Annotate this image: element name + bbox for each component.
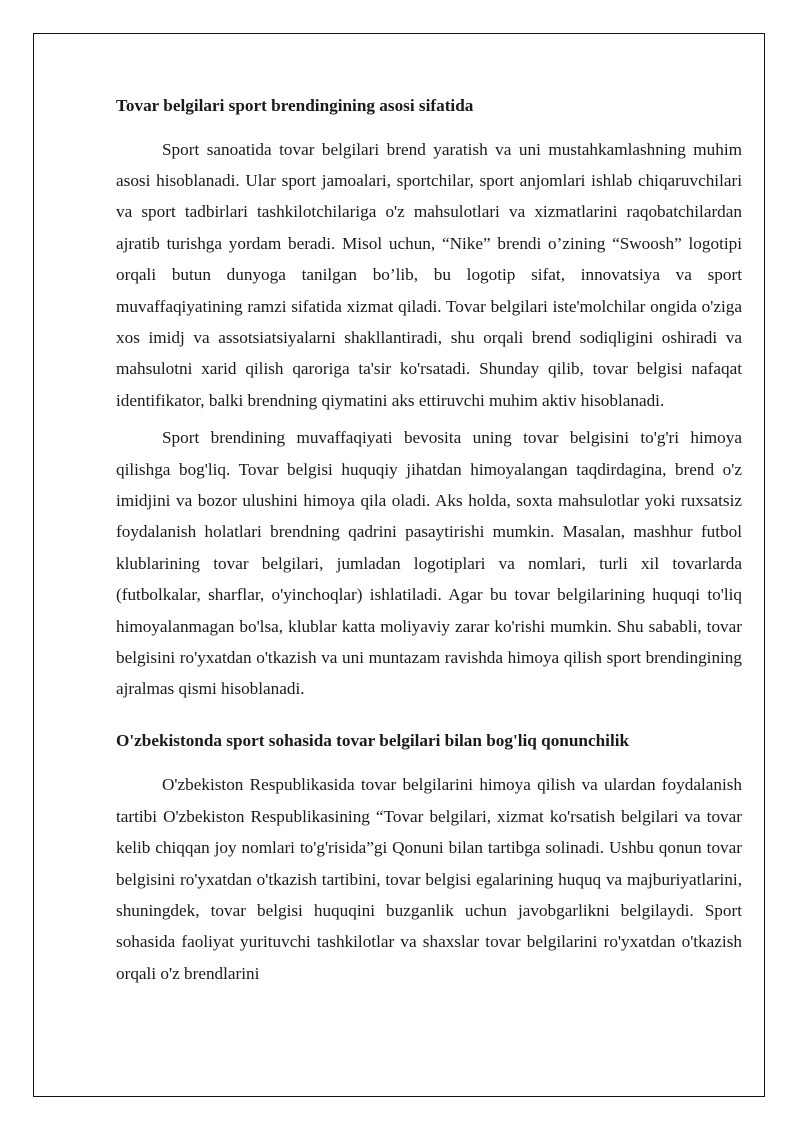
paragraph-uzbekistan-law: O'zbekiston Respublikasida tovar belgilarini himoya qilish va ulardan foydalanish tartibi O'zbekiston Respublikasining “Tovar belgilari, xizmat ko'rsatish belgilari va tovar kelib chiqqan joy nomlari to'g'risida”gi Qonuni bilan tartibga solinadi. Ushbu qonun tovar belgisini ro'yxatdan o'tkazish tartibini, tovar belgisi egalarining huquq va majburiyatlarini, shuningdek, tovar belgisi huquqini buzganlik uchun javobgarlikni belgilaydi. Sport sohasida faoliyat yurituvchi tashkilotlar va shaxslar tovar belgilarini ro'yxatdan o'tkazish orqali o'z brendlarini [116,775,742,983]
paragraph-trademarks-basis: Sport sanoatida tovar belgilari brend yaratish va uni mustahkamlashning muhim asosi hisoblanadi. Ular sport jamoalari, sportchilar, sport anjomlari ishlab chiqaruvchilari va sport tadbirlari tashkilotchilariga o'z mahsulotlari va xizmatlarini raqobatchilardan ajratib turishga yordam beradi. Misol uchun, “Nike” brendi o’zining “Swoosh” logotipi orqali butun dunyoga tanilgan bo’lib, bu logotip sifat, innovatsiya va sport muvaffaqiyatining ramzi sifatida xizmat qiladi. Tovar belgilari iste'molchilar ongida o'ziga xos imidj va assotsiatsiyalarni shakllantiradi, shu orqali brend sodiqligini oshiradi va mahsulotni xarid qilish qaroriga ta'sir ko'rsatadi. Shunday qilib, tovar belgisi nafaqat identifikator, balki brendning qiymatini aks ettiruvchi muhim aktiv hisoblanadi. [116,139,742,410]
section-heading-trademarks-sport-branding: Tovar belgilari sport brendingining asosi sifatida [116,96,474,115]
paragraph-brand-protection: Sport brendining muvaffaqiyati bevosita uning tovar belgisini to'g'ri himoya qilishga bog'liq. Tovar belgisi huquqiy jihatdan himoyalangan taqdirdagina, brend o'z imidjini va bozor ulushini himoya qila oladi. Aks holda, soxta mahsulotlar yoki ruxsatsiz foydalanish holatlari brendning qadrini pasaytirishi mumkin. Masalan, mashhur futbol klublarining tovar belgilari, jumladan logotiplari va nomlari, turli xil tovarlarda (futbolkalar, sharflar, o'yinchoqlar) ishlatiladi. Agar bu tovar belgilarining huquqi to'liq himoyalanmagan bo'lsa, klublar katta moliyaviy zarar ko'rishi mumkin. Shu sababli, tovar belgisini ro'yxatdan o'tkazish va uni muntazam ravishda himoya qilish sport brendingining ajralmas qismi hisoblanadi. [116,428,742,699]
document-body [116,95,742,995]
section-heading-uzbekistan-legislation: O'zbekistonda sport sohasida tovar belgilari bilan bog'liq qonunchilik [116,730,630,750]
